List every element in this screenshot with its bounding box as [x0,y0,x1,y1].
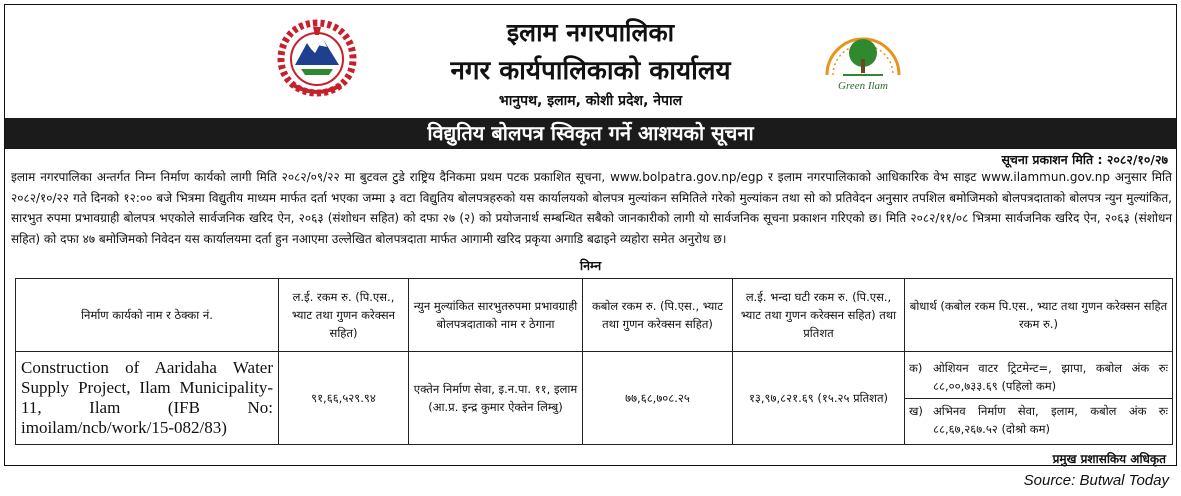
list-item [905,356,1172,398]
notice-body: इलाम नगरपालिका अन्तर्गत निम्न निर्माण कार्यको लागी मिति २०८२/०९/२२ मा बुटवल टुडे राष्ट्रिय दैनिकमा प्रथम पटक प्रकाशित सूचना, www.bolpatra.gov.np/egp र इलाम नगरपालिकाको आधिकारिक वेभ साइट www.ilammun.gov.np अनुसार मिति २०८२/१०/२२ गते दिनको १२:०० बजे भित्रमा विद्युतीय माध्यम मार्फत दर्ता भएका जम्मा ३ वटा विद्युतिय बोलपत्रहरुको यस कार्यालयको बोलपत्र मुल्यांकन समितिले गरेको मुल्यांकन तथा सो को प्रतिवेदन अनुसार तपशिल बमोजिमको बोलपत्रदाताको बोलपत्र न्युन मुल्यांकित, सारभुत रुपमा प्रभावग्राही बोलपत्र भएकोले सार्वजनिक खरिद ऐन, २०६३ (संशोधन सहित) को दफा २७ (२) को प्रयोजनार्थ सम्बन्धित सबैको जानकारीको लागी यो सार्वजनिक सूचना प्रकाशन गरिएको छ। मिति २०८२/११/०८ भित्रमा सार्वजनिक खरिद ऐन, २०६३ (संशोधन सहित) को दफा ४७ बमोजिमको निवेदन यस कार्यालयमा दर्ता हुन नआएमा उल्लेखित बोलपत्रदाता मार्फत आगामी खरिद प्रकृया अगाडि बढाइने व्यहोरा समेत अनुरोध छ। [11,170,1172,246]
table-header-row [16,279,1173,352]
signatory-title: प्रमुख प्रशासकिय अधिकृत [1052,452,1166,466]
logo-caption: Green Ilam [838,80,888,92]
green-ilam-logo [813,21,913,95]
cost-estimate: ९१,६६,५२९.९४ [279,352,409,445]
project-name: Construction of Aaridaha Water Supply Project, Ilam Municipality-11, Ilam (IFB No: imoilam/ncb/work/15-082/83) [16,352,279,445]
publication-date: सूचना प्रकाशन मिति : २०८२/१०/२७ [1001,152,1168,167]
bodharth-key: क) [909,360,923,375]
header-bid-amount: कबोल रकम रु. (पि.एस., भ्याट तथा गुणन करेक्सन सहित) [583,279,733,352]
notice-title: विद्युतिय बोलपत्र स्विकृत गर्ने आशयको सूचना [5,118,1176,149]
bodharth-text: अभिनव निर्माण सेवा, इलाम, कबोल अंक रुः ८८,६७,२६७.५२ (दोश्रो कम) [933,403,1168,436]
office-name: नगर कार्यपालिकाको कार्यालय [450,56,731,86]
bid-amount: ७७,६८,७०८.२५ [583,352,733,445]
header-savings: ल.ई. भन्दा घटी रकम रु. (पि.एस., भ्याट तथा गुणन करेक्सन सहित) तथा प्रतिशत [733,279,905,352]
municipality-name: इलाम नगरपालिका [506,18,675,47]
header-bodharth: बोधार्थ (कबोल रकम पि.एस., भ्याट तथा गुणन करेक्सन सहित रकम रु.) [905,279,1173,352]
header-project: निर्माण कार्यको नाम र ठेक्का नं. [16,279,279,352]
list-item [905,398,1172,441]
header-estimate: ल.ई. रकम रु. (पि.एस., भ्याट तथा गुणन करेक्सन सहित) [279,279,409,352]
table-caption: निम्न [579,258,602,273]
bodharth-text: ओशियन वाटर ट्रिटमेन्ट=, झापा, कबोल अंक रुः ८८,००,७३३.६९ (पहिलो कम) [933,360,1168,393]
bodharth-key: ख) [909,403,923,418]
source-credit: Source: Butwal Today [1023,472,1169,489]
savings-amount: १३,९७,८२१.६९ (१५.२५ प्रतिशत) [733,352,905,445]
selected-bidder: एक्तेन निर्माण सेवा, इ.न.पा. ११, इलाम (आ.प्र. इन्द्र कुमार ऐक्तेन लिम्बु) [409,352,583,445]
bodharth-list [905,352,1173,445]
office-address: भानुपथ, इलाम, कोशी प्रदेश, नेपाल [498,93,683,109]
header-bidder: न्युन मुल्यांकित सारभुतरुपमा प्रभावग्राही बोलपत्रदाताको नाम र ठेगाना [409,279,583,352]
notice-header [5,5,1176,115]
public-notice [4,4,1177,466]
bid-table [15,278,1173,445]
table-row [16,352,1173,445]
